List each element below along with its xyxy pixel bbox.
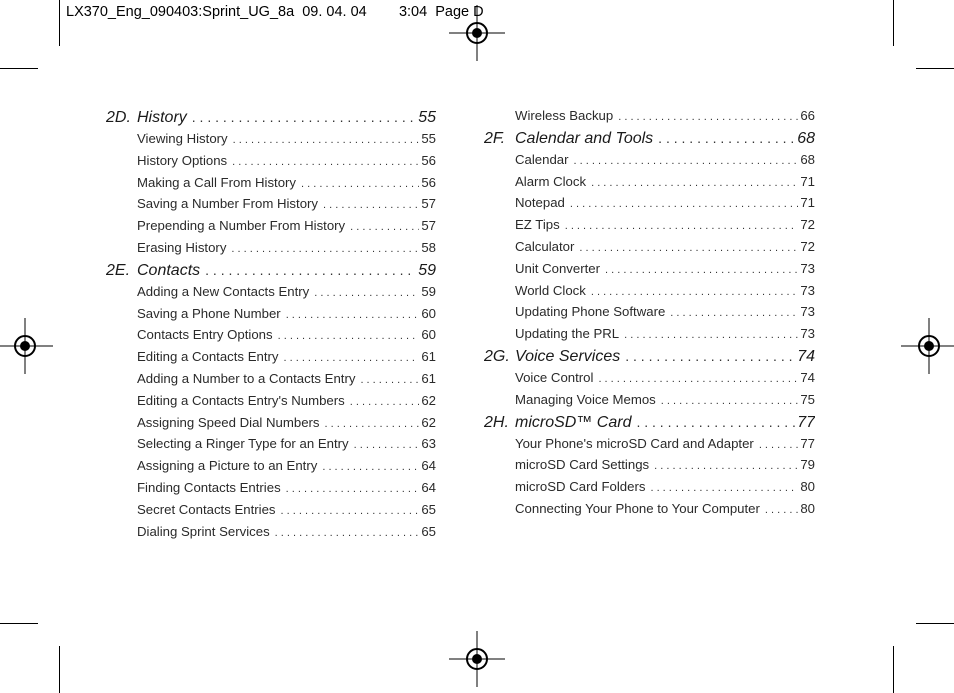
page-number: 77: [797, 413, 815, 431]
page-number: 73: [800, 282, 815, 298]
page-number: 55: [421, 131, 436, 146]
toc-item[interactable]: Selecting a Ringer Type for an Entry . . . 63: [106, 436, 436, 458]
toc-item[interactable]: Assigning a Picture to an Entry . . . 64: [106, 458, 436, 480]
toc-item[interactable]: Adding a New Contacts Entry . . . 59: [106, 284, 436, 306]
toc-section[interactable]: 2H. microSD™ Card . . . 77: [484, 414, 815, 436]
toc-item[interactable]: Calendar . . . 68: [484, 152, 815, 174]
toc-right-column: [484, 108, 815, 523]
toc-item[interactable]: Notepad . . . 71: [484, 195, 815, 217]
page-number: 59: [418, 261, 436, 279]
page-number: 57: [421, 196, 436, 212]
crop-mark-br-v: [893, 646, 894, 693]
page-number: 62: [421, 414, 436, 430]
toc-section[interactable]: 2E. Contacts . . . 59: [106, 262, 436, 284]
page-number: 56: [421, 152, 436, 168]
toc-left-column: [106, 109, 436, 545]
toc-item[interactable]: Your Phone's microSD Card and Adapter . . . 77: [484, 436, 815, 458]
toc-item[interactable]: World Clock . . . 73: [484, 283, 815, 305]
page-number: 56: [421, 174, 436, 190]
page-number: 60: [421, 305, 436, 321]
toc-item[interactable]: Updating Phone Software . . . 73: [484, 304, 815, 326]
page-number: 68: [797, 129, 815, 147]
registration-mark-right-icon: [901, 318, 954, 374]
page-number: 72: [800, 238, 815, 254]
page-number: 72: [800, 217, 815, 233]
toc-item[interactable]: Updating the PRL . . . 73: [484, 326, 815, 348]
page-number: 73: [800, 326, 815, 342]
page-number: 61: [421, 349, 436, 365]
toc-section[interactable]: 2G. Voice Services . . . 74: [484, 348, 815, 370]
page-number: 58: [421, 239, 436, 255]
toc-item[interactable]: Finding Contacts Entries . . . 64: [106, 480, 436, 502]
toc-item[interactable]: History Options . . . 56: [106, 153, 436, 175]
page-number: 66: [800, 108, 815, 123]
toc-item[interactable]: Contacts Entry Options . . . 60: [106, 327, 436, 349]
registration-mark-top-icon: [449, 5, 505, 61]
page-number: 77: [800, 435, 815, 451]
page-number: 64: [421, 479, 436, 495]
toc-item[interactable]: Adding a Number to a Contacts Entry . . . 61: [106, 371, 436, 393]
section-title: microSD™ Card: [515, 413, 632, 431]
section-title: Voice Services: [515, 347, 621, 365]
toc-item[interactable]: Voice Control . . . 74: [484, 370, 815, 392]
toc-item[interactable]: Saving a Number From History . . . 57: [106, 196, 436, 218]
crop-mark-tl-h: [0, 68, 38, 69]
registration-mark-left-icon: [0, 318, 53, 374]
toc-item[interactable]: Making a Call From History . . . 56: [106, 175, 436, 197]
print-slug: LX370_Eng_090403:Sprint_UG_8a 09. 04. 04 3:04 Page D: [66, 4, 484, 20]
toc-item[interactable]: Secret Contacts Entries . . . 65: [106, 502, 436, 524]
toc-item[interactable]: Saving a Phone Number . . . 60: [106, 306, 436, 328]
page-number: 64: [421, 458, 436, 474]
section-title: History: [137, 109, 187, 126]
page-number: 80: [800, 500, 815, 516]
crop-mark-tr-v: [893, 0, 894, 46]
page-number: 65: [421, 523, 436, 539]
toc-item[interactable]: Calculator . . . 72: [484, 239, 815, 261]
page-number: 60: [421, 327, 436, 343]
page-number: 57: [421, 218, 436, 234]
page-number: 71: [800, 195, 815, 211]
toc-item[interactable]: Connecting Your Phone to Your Computer . . . 80: [484, 501, 815, 523]
registration-mark-bottom-icon: [449, 631, 505, 687]
page-number: 73: [800, 260, 815, 276]
toc-item[interactable]: Erasing History . . . 58: [106, 240, 436, 262]
page-number: 55: [418, 109, 436, 126]
toc-section[interactable]: 2D. History . . . 55: [106, 109, 436, 131]
page-number: 74: [797, 347, 815, 365]
crop-mark-bl-v: [59, 646, 60, 693]
page-number: 68: [800, 151, 815, 167]
toc-item[interactable]: Dialing Sprint Services . . . 65: [106, 524, 436, 546]
crop-mark-bl-h: [0, 623, 38, 624]
page-number: 75: [800, 391, 815, 407]
toc-item[interactable]: Assigning Speed Dial Numbers . . . 62: [106, 415, 436, 437]
toc-item[interactable]: microSD Card Settings . . . 79: [484, 457, 815, 479]
section-title: Contacts: [137, 261, 201, 279]
crop-mark-tr-h: [916, 68, 954, 69]
toc-item[interactable]: Managing Voice Memos . . . 75: [484, 392, 815, 414]
page-number: 61: [421, 370, 436, 386]
toc-item[interactable]: EZ Tips . . . 72: [484, 217, 815, 239]
toc-item[interactable]: microSD Card Folders . . . 80: [484, 479, 815, 501]
toc-section[interactable]: 2F. Calendar and Tools . . . 68: [484, 130, 815, 152]
section-title: Calendar and Tools: [515, 129, 654, 147]
page-number: 80: [800, 479, 815, 495]
toc-item[interactable]: Viewing History . . . 55: [106, 131, 436, 153]
crop-mark-tl-v: [59, 0, 60, 46]
page-number: 73: [800, 304, 815, 320]
page-number: 71: [800, 173, 815, 189]
page-number: 65: [421, 501, 436, 517]
toc-item[interactable]: Unit Converter . . . 73: [484, 261, 815, 283]
page-number: 63: [421, 436, 436, 452]
page-number: 74: [800, 369, 815, 385]
page-number: 79: [800, 457, 815, 473]
page-number: 59: [421, 283, 436, 299]
toc-item[interactable]: Prepending a Number From History . . . 57: [106, 218, 436, 240]
page-number: 62: [421, 392, 436, 408]
toc-item[interactable]: Editing a Contacts Entry's Numbers . . . 62: [106, 393, 436, 415]
toc-item[interactable]: Wireless Backup . . . 66: [484, 108, 815, 130]
toc-item[interactable]: Alarm Clock . . . 71: [484, 174, 815, 196]
crop-mark-br-h: [916, 623, 954, 624]
toc-item[interactable]: Editing a Contacts Entry . . . 61: [106, 349, 436, 371]
